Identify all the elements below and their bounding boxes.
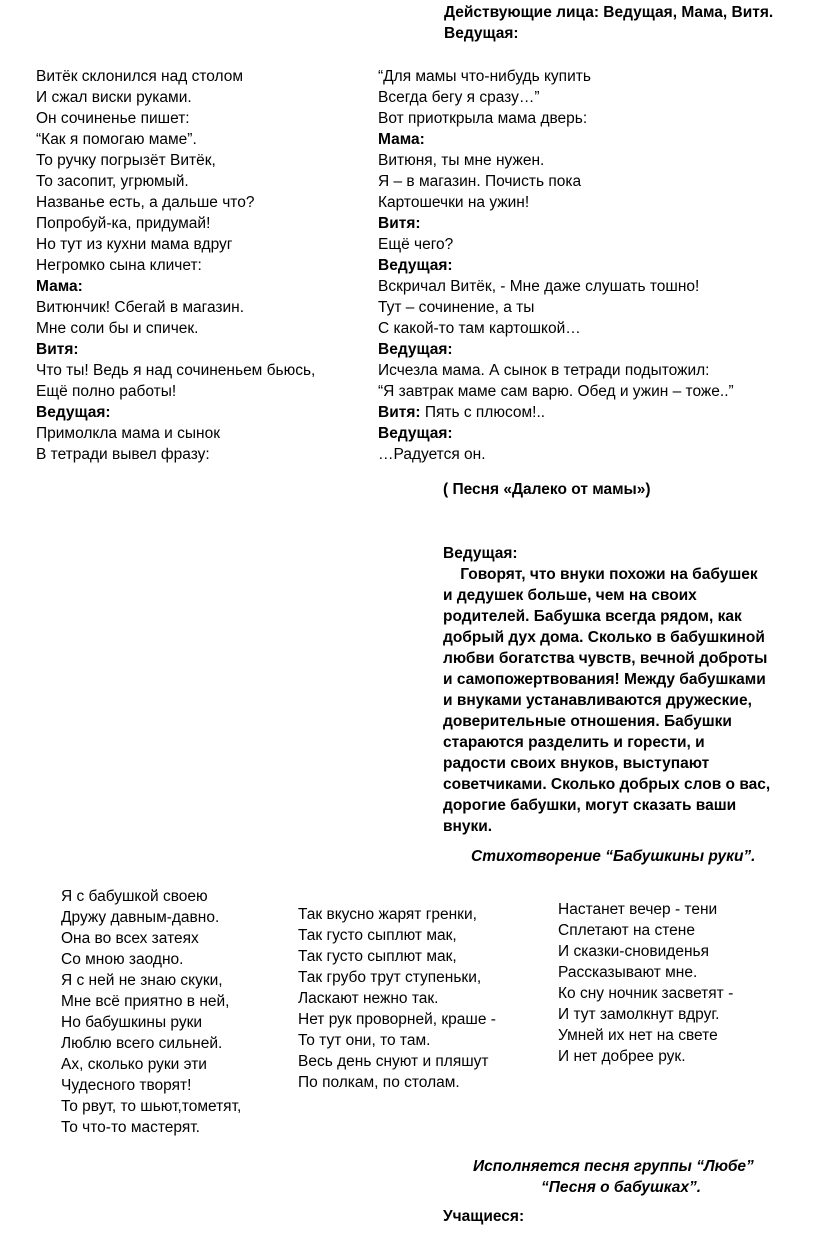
speaker-label: Витя: [378,215,421,232]
dialogue-line: “Как я помогаю маме”. [36,131,197,148]
speech-line: и дедушек больше, чем на своих [443,587,697,604]
poem-column-1 [61,886,241,1138]
cast-header [444,2,773,44]
dialogue-line: Но тут из кухни мама вдруг [36,236,233,253]
speaker-label: Мама: [378,131,425,148]
poem-column-3 [558,899,733,1067]
poem-line: Сплетают на стене [558,922,695,939]
song-announcement [443,479,651,500]
poem-line: То рвут, то шьют,тометят, [61,1098,242,1115]
students-block [443,1206,524,1227]
dialogue-line: В тетради вывел фразу: [36,446,210,463]
cast-line: Действующие лица: Ведущая, Мама, Витя. [444,4,774,21]
poem-line: Так густо сыплют мак, [298,927,457,944]
speaker-label: Ведущая: [444,25,519,42]
dialogue-line: Витюня, ты мне нужен. [378,152,545,169]
poem-line: Рассказывают мне. [558,964,698,981]
speech-line: любви богатства чувств, вечной доброты [443,650,768,667]
poem-line: И сказки-сновиденья [558,943,709,960]
song-announcement-2 [473,1156,754,1198]
dialogue-line: Вот приоткрыла мама дверь: [378,110,588,127]
speaker-label: Ведущая: [378,341,453,358]
dialogue-line: Витёк склонился над столом [36,68,244,85]
speech-line: радости своих внуков, выступают [443,755,710,772]
poem-line: Со мною заодно. [61,951,184,968]
poem-title: Стихотворение “Бабушкины руки”. [471,848,756,865]
speech-line: родителей. Бабушка всегда рядом, как [443,608,742,625]
dialogue-line: “Я завтрак маме сам варю. Обед и ужин – тоже..” [378,383,734,400]
dialogue-line: Ещё чего? [378,236,454,253]
speech-line: и самопожертвования! Между бабушками [443,671,766,688]
speech-line: Говорят, что внуки похожи на бабушек [443,566,758,583]
speech-line: доверительные отношения. Бабушки [443,713,732,730]
poem-line: Она во всех затеях [61,930,199,947]
poem-line: Так густо сыплют мак, [298,948,457,965]
speaker-label: Ведущая: [378,425,453,442]
poem-line: Но бабушкины руки [61,1014,203,1031]
poem-line: Мне всё приятно в ней, [61,993,230,1010]
dialogue-line: Названье есть, а дальше что? [36,194,255,211]
dialogue-line: И сжал виски руками. [36,89,192,106]
dialogue-line: Вскричал Витёк, - Мне даже слушать тошно! [378,278,700,295]
dialogue-line: Исчезла мама. А сынок в тетради подытожил: [378,362,710,379]
dialogue-line: Всегда бегу я сразу…” [378,89,540,106]
dialogue-line: То засопит, угрюмый. [36,173,189,190]
speech-line: внуки. [443,818,493,835]
poem-line: Настанет вечер - тени [558,901,718,918]
poem-line: Весь день снуют и пляшут [298,1053,489,1070]
dialogue-left-column [36,66,315,465]
poem-line: Умней их нет на свете [558,1027,718,1044]
poem-line: Нет рук проворней, краше - [298,1011,496,1028]
dialogue-line: Тут – сочинение, а ты [378,299,535,316]
poem-line: То тут они, то там. [298,1032,431,1049]
dialogue-line: Я – в магазин. Почисть пока [378,173,582,190]
speech-line: советчиками. Сколько добрых слов о вас, [443,776,771,793]
poem-line: Люблю всего сильней. [61,1035,223,1052]
poem-line: То что-то мастерят. [61,1119,200,1136]
speech-line: и внуками устанавливаются дружеские, [443,692,752,709]
song-title: ( Песня «Далеко от мамы») [443,481,651,498]
dialogue-line: Он сочиненье пишет: [36,110,190,127]
dialogue-line: “Для мамы что-нибудь купить [378,68,591,85]
host-speech-text [443,564,770,837]
speaker-label: Витя: [36,341,79,358]
students-label: Учащиеся: [443,1208,525,1225]
dialogue-line: Ещё полно работы! [36,383,177,400]
host-speech [443,543,770,837]
poem-line: По полкам, по столам. [298,1074,460,1091]
speaker-label: Мама: [36,278,83,295]
speaker-label: Ведущая: [378,257,453,274]
speech-line: добрый дух дома. Сколько в бабушкиной [443,629,765,646]
speaker-label: Ведущая: [443,545,518,562]
poem-line: Дружу давным-давно. [61,909,220,926]
dialogue-right-column [378,66,734,465]
speech-line: стараются разделить и горести, и [443,734,705,751]
poem-line: Чудесного творят! [61,1077,192,1094]
poem-line: Ах, сколько руки эти [61,1056,207,1073]
dialogue-line: Мне соли бы и спичек. [36,320,199,337]
poem-line: Ласкают нежно так. [298,990,439,1007]
poem-line: Я с ней не знаю скуки, [61,972,223,989]
poem-title-block [471,846,755,867]
poem-line: И тут замолкнут вдруг. [558,1006,720,1023]
poem-line: Так грубо трут ступеньки, [298,969,482,986]
speech-line: дорогие бабушки, могут сказать ваши [443,797,737,814]
dialogue-line: Попробуй-ка, придумай! [36,215,211,232]
poem-line: Я с бабушкой своею [61,888,208,905]
dialogue-line: Что ты! Ведь я над сочиненьем бьюсь, [36,362,316,379]
speaker-label: Ведущая: [36,404,111,421]
dialogue-line: Негромко сына кличет: [36,257,202,274]
dialogue-line: …Радуется он. [378,446,486,463]
dialogue-line [378,402,734,423]
dialogue-line: Примолкла мама и сынок [36,425,221,442]
song-line-2: “Песня о бабушках”. [541,1179,702,1196]
song-line-1: Исполняется песня группы “Любе” [473,1158,754,1175]
poem-line: Ко сну ночник засветят - [558,985,734,1002]
dialogue-line: Картошечки на ужин! [378,194,530,211]
dialogue-line: То ручку погрызёт Витёк, [36,152,216,169]
poem-line: Так вкусно жарят гренки, [298,906,477,923]
dialogue-line: С какой-то там картошкой… [378,320,581,337]
dialogue-line: Витюнчик! Сбегай в магазин. [36,299,245,316]
poem-column-2 [298,904,496,1093]
dialogue-text: Пять с плюсом!.. [420,404,546,421]
poem-line: И нет добрее рук. [558,1048,686,1065]
speaker-label: Витя: [378,404,421,421]
